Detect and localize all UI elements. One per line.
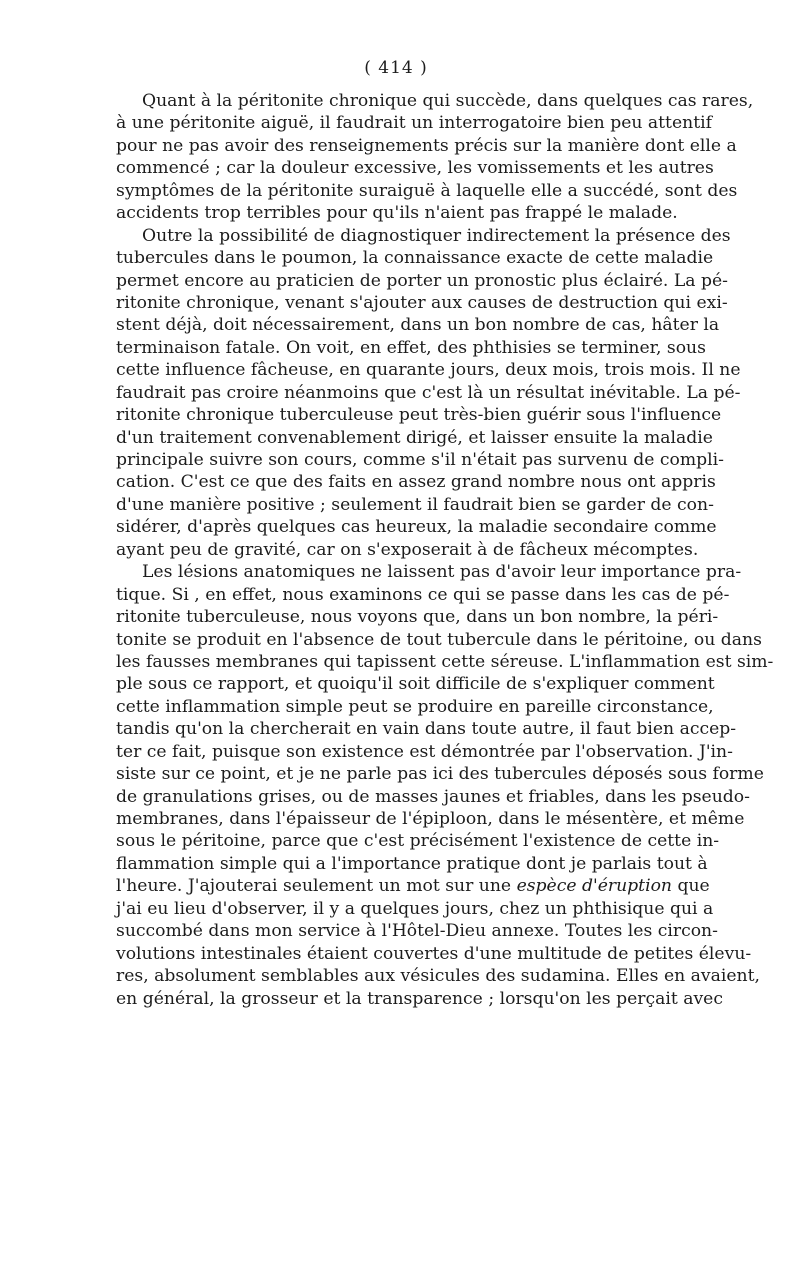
text-line: pour ne pas avoir des renseignements précis sur la manière dont elle a — [116, 135, 737, 156]
text-line: volutions intestinales étaient couvertes d'une multitude de petites élevu- — [116, 943, 752, 964]
text-line: flammation simple qui a l'importance pratique dont je parlais tout à — [116, 853, 708, 874]
text-line: ter ce fait, puisque son existence est démontrée par l'observation. J'in- — [116, 741, 733, 762]
text-line: ple sous ce rapport, et quoiqu'il soit difficile de s'expliquer comment — [116, 674, 715, 695]
text-line: principale suivre son cours, comme s'il n'était pas survenu de compli- — [116, 450, 724, 470]
text-line: ritonite tuberculeuse, nous voyons que, dans un bon nombre, la péri- — [116, 607, 719, 628]
text-line: symptômes de la péritonite suraiguë à laquelle elle a succédé, sont des — [116, 180, 738, 201]
text-line: sidérer, d'après quelques cas heureux, la maladie secondaire comme — [116, 517, 717, 538]
text-line: d'un traitement convenablement dirigé, et laisser ensuite la maladie — [116, 427, 713, 448]
text-line: j'ai eu lieu d'observer, il y a quelques jours, chez un phthisique qui a — [116, 898, 714, 919]
text-line: siste sur ce point, et je ne parle pas ici des tubercules déposés sous forme — [116, 764, 764, 785]
text-line: ritonite chronique tuberculeuse peut très-bien guérir sous l'influence — [116, 405, 722, 426]
text-line: tubercules dans le poumon, la connaissance exacte de cette maladie — [116, 248, 714, 269]
text-line: en général, la grosseur et la transparence ; lorsqu'on les perçait avec — [116, 988, 723, 1009]
text-line: stent déjà, doit nécessairement, dans un bon nombre de cas, hâter la — [116, 315, 720, 336]
text-line: faudrait pas croire néanmoins que c'est là un résultat inévitable. La pé- — [116, 382, 741, 403]
text-line: Outre la possibilité de diagnostiquer indirectement la présence des — [142, 225, 731, 246]
text-line: tandis qu'on la chercherait en vain dans toute autre, il faut bien accep- — [116, 719, 737, 740]
page-number: ( 414 ) — [364, 58, 428, 78]
text-line: accidents trop terribles pour qu'ils n'aient pas frappé le malade. — [116, 203, 678, 224]
text-line: terminaison fatale. On voit, en effet, des phthisies se terminer, sous — [116, 337, 706, 358]
text-line: membranes, dans l'épaisseur de l'épiploon, dans le mésentère, et même — [116, 809, 745, 829]
text-line: res, absolument semblables aux vésicules des sudamina. Elles en avaient, — [116, 966, 760, 987]
text-line: ritonite chronique, venant s'ajouter aux causes de destruction qui exi- — [116, 292, 728, 313]
text-line: sous le péritoine, parce que c'est précisément l'existence de cette in- — [116, 831, 720, 852]
text-line: commencé ; car la douleur excessive, les vomissements et les autres — [116, 158, 714, 179]
text-line: l'heure. J'ajouterai seulement un mot sur une espèce d'éruption que — [116, 876, 710, 897]
paragraph — [116, 225, 741, 562]
text-line: permet encore au praticien de porter un pronostic plus éclairé. La pé- — [116, 270, 728, 291]
text-line: cation. C'est ce que des faits en assez grand nombre nous ont appris — [116, 472, 716, 493]
text-line: Les lésions anatomiques ne laissent pas d'avoir leur importance pra- — [142, 562, 742, 583]
text-line: à une péritonite aiguë, il faudrait un interrogatoire bien peu attentif — [116, 113, 712, 134]
text-line: tique. Si , en effet, nous examinons ce qui se passe dans les cas de pé- — [116, 584, 730, 605]
paragraph — [116, 90, 754, 225]
text-line: de granulations grises, ou de masses jaunes et friables, dans les pseudo- — [116, 786, 750, 807]
text-line: tonite se produit en l'absence de tout tubercule dans le péritoine, ou dans — [116, 629, 762, 650]
text-line: Quant à la péritonite chronique qui succède, dans quelques cas rares, — [142, 91, 754, 111]
text-line: cette inflammation simple peut se produire en pareille circonstance, — [116, 696, 714, 717]
book-page — [116, 58, 774, 1010]
page-body-text — [116, 90, 774, 1010]
text-line: ayant peu de gravité, car on s'exposerait à de fâcheux mécomptes. — [116, 539, 699, 560]
text-line: cette influence fâcheuse, en quarante jours, deux mois, trois mois. Il ne — [116, 360, 741, 381]
text-line: d'une manière positive ; seulement il faudrait bien se garder de con- — [116, 494, 714, 515]
text-line: les fausses membranes qui tapissent cette séreuse. L'inflammation est sim- — [116, 651, 774, 672]
text-line: succombé dans mon service à l'Hôtel-Dieu annexe. Toutes les circon- — [116, 921, 718, 942]
paragraph — [116, 561, 774, 1010]
